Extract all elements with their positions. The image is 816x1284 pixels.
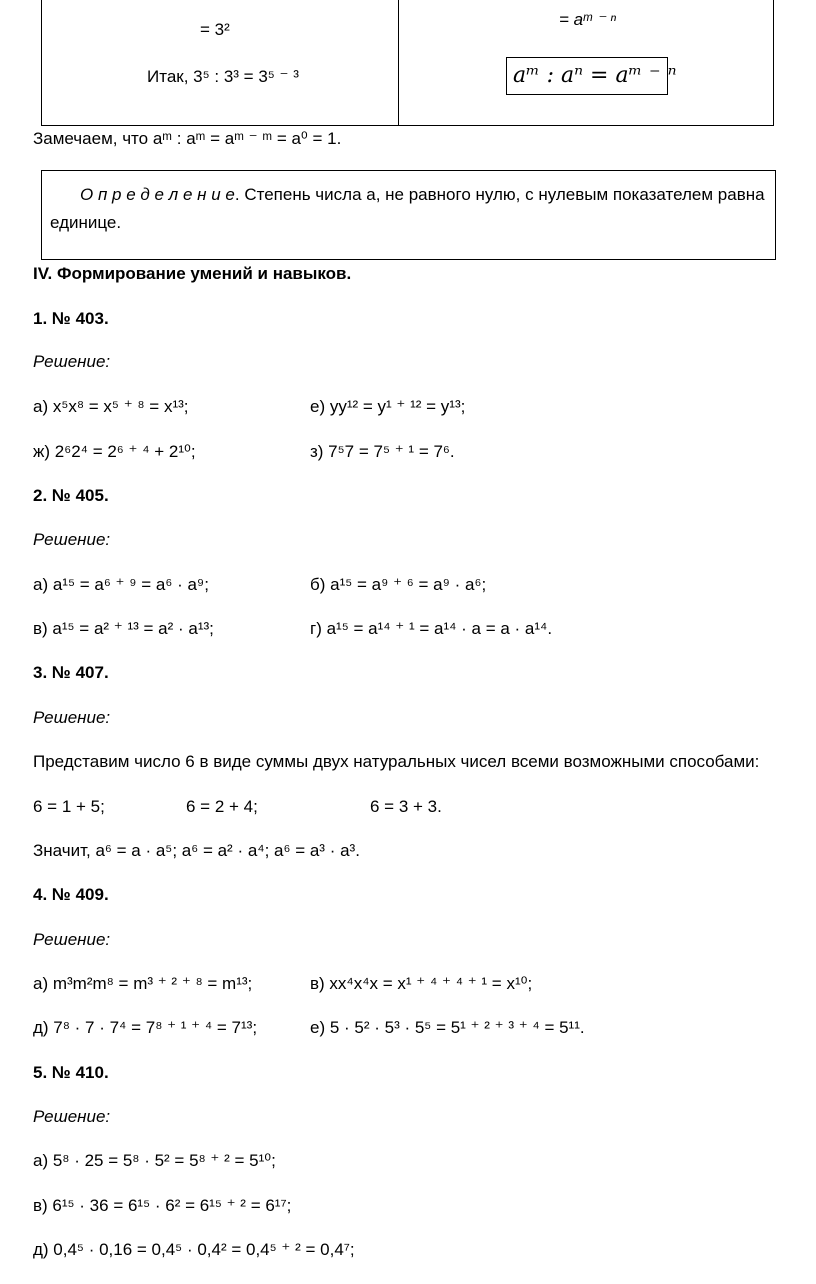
- solution-label: Решение:: [33, 530, 111, 549]
- task-line-right: е) 5 · 5² · 5³ · 5⁵ = 5¹ ⁺ ² ⁺ ³ ⁺ ⁴ = 5¹¹.: [310, 1018, 585, 1037]
- task-heading: 4. № 409.: [33, 885, 109, 904]
- note-line: Замечаем, что aᵐ : aᵐ = aᵐ ⁻ ᵐ = a⁰ = 1.: [33, 129, 342, 148]
- task-line-left: д) 7⁸ · 7 · 7⁴ = 7⁸ ⁺ ¹ ⁺ ⁴ = 7¹³;: [33, 1018, 258, 1037]
- boxed-formula: aᵐ : aⁿ = aᵐ ⁻ ⁿ: [506, 57, 668, 95]
- definition-box: [41, 170, 776, 260]
- section-title: IV. Формирование умений и навыков.: [33, 264, 352, 283]
- table-right-line1: = aᵐ ⁻ ⁿ: [559, 10, 617, 29]
- sum-item: 6 = 3 + 3.: [370, 797, 442, 816]
- definition-term: О п р е д е л е н и е: [80, 185, 235, 204]
- task-heading: 5. № 410.: [33, 1063, 109, 1082]
- solution-label: Решение:: [33, 352, 111, 371]
- table-left-line1: = 3²: [200, 20, 230, 39]
- task-heading: 3. № 407.: [33, 663, 109, 682]
- task-line-right: б) a¹⁵ = a⁹ ⁺ ⁶ = a⁹ · a⁶;: [310, 575, 487, 594]
- task-line-left: ж) 2⁶2⁴ = 2⁶ ⁺ ⁴ + 2¹⁰;: [33, 442, 196, 461]
- task-heading: 2. № 405.: [33, 486, 109, 505]
- sum-item: 6 = 2 + 4;: [186, 797, 258, 816]
- definition-text: . Степень числа a, не равного нулю, с нулевым показателем равна единице.: [50, 185, 765, 232]
- task-line: в) 6¹⁵ · 36 = 6¹⁵ · 6² = 6¹⁵ ⁺ ² = 6¹⁷;: [33, 1196, 292, 1215]
- task-line-right: г) a¹⁵ = a¹⁴ ⁺ ¹ = a¹⁴ · a = a · a¹⁴.: [310, 619, 553, 638]
- task-line-right: в) xx⁴x⁴x = x¹ ⁺ ⁴ ⁺ ⁴ ⁺ ¹ = x¹⁰;: [310, 974, 533, 993]
- solution-label: Решение:: [33, 1107, 111, 1126]
- table-left-line2: Итак, 3⁵ : 3³ = 3⁵ ⁻ ³: [147, 67, 299, 86]
- table-divider: [398, 0, 399, 126]
- task-line-left: в) a¹⁵ = a² ⁺ ¹³ = a² · a¹³;: [33, 619, 214, 638]
- task-heading: 1. № 403.: [33, 309, 109, 328]
- task-line: д) 0,4⁵ · 0,16 = 0,4⁵ · 0,4² = 0,4⁵ ⁺ ² = 0,4⁷;: [33, 1240, 355, 1259]
- task-text: Представим число 6 в виде суммы двух натуральных чисел всеми возможными способами:: [33, 752, 760, 771]
- task-line-right: з) 7⁵7 = 7⁵ ⁺ ¹ = 7⁶.: [310, 442, 455, 461]
- solution-label: Решение:: [33, 930, 111, 949]
- task-line-left: а) a¹⁵ = a⁶ ⁺ ⁹ = a⁶ · a⁹;: [33, 575, 209, 594]
- task-line-right: е) yy¹² = y¹ ⁺ ¹² = y¹³;: [310, 397, 466, 416]
- task-conclusion: Значит, a⁶ = a · a⁵; a⁶ = a² · a⁴; a⁶ = a³ · a³.: [33, 841, 360, 860]
- solution-label: Решение:: [33, 708, 111, 727]
- task-line-left: а) x⁵x⁸ = x⁵ ⁺ ⁸ = x¹³;: [33, 397, 189, 416]
- task-line: а) 5⁸ · 25 = 5⁸ · 5² = 5⁸ ⁺ ² = 5¹⁰;: [33, 1151, 276, 1170]
- sum-item: 6 = 1 + 5;: [33, 797, 105, 816]
- task-line-left: а) m³m²m⁸ = m³ ⁺ ² ⁺ ⁸ = m¹³;: [33, 974, 253, 993]
